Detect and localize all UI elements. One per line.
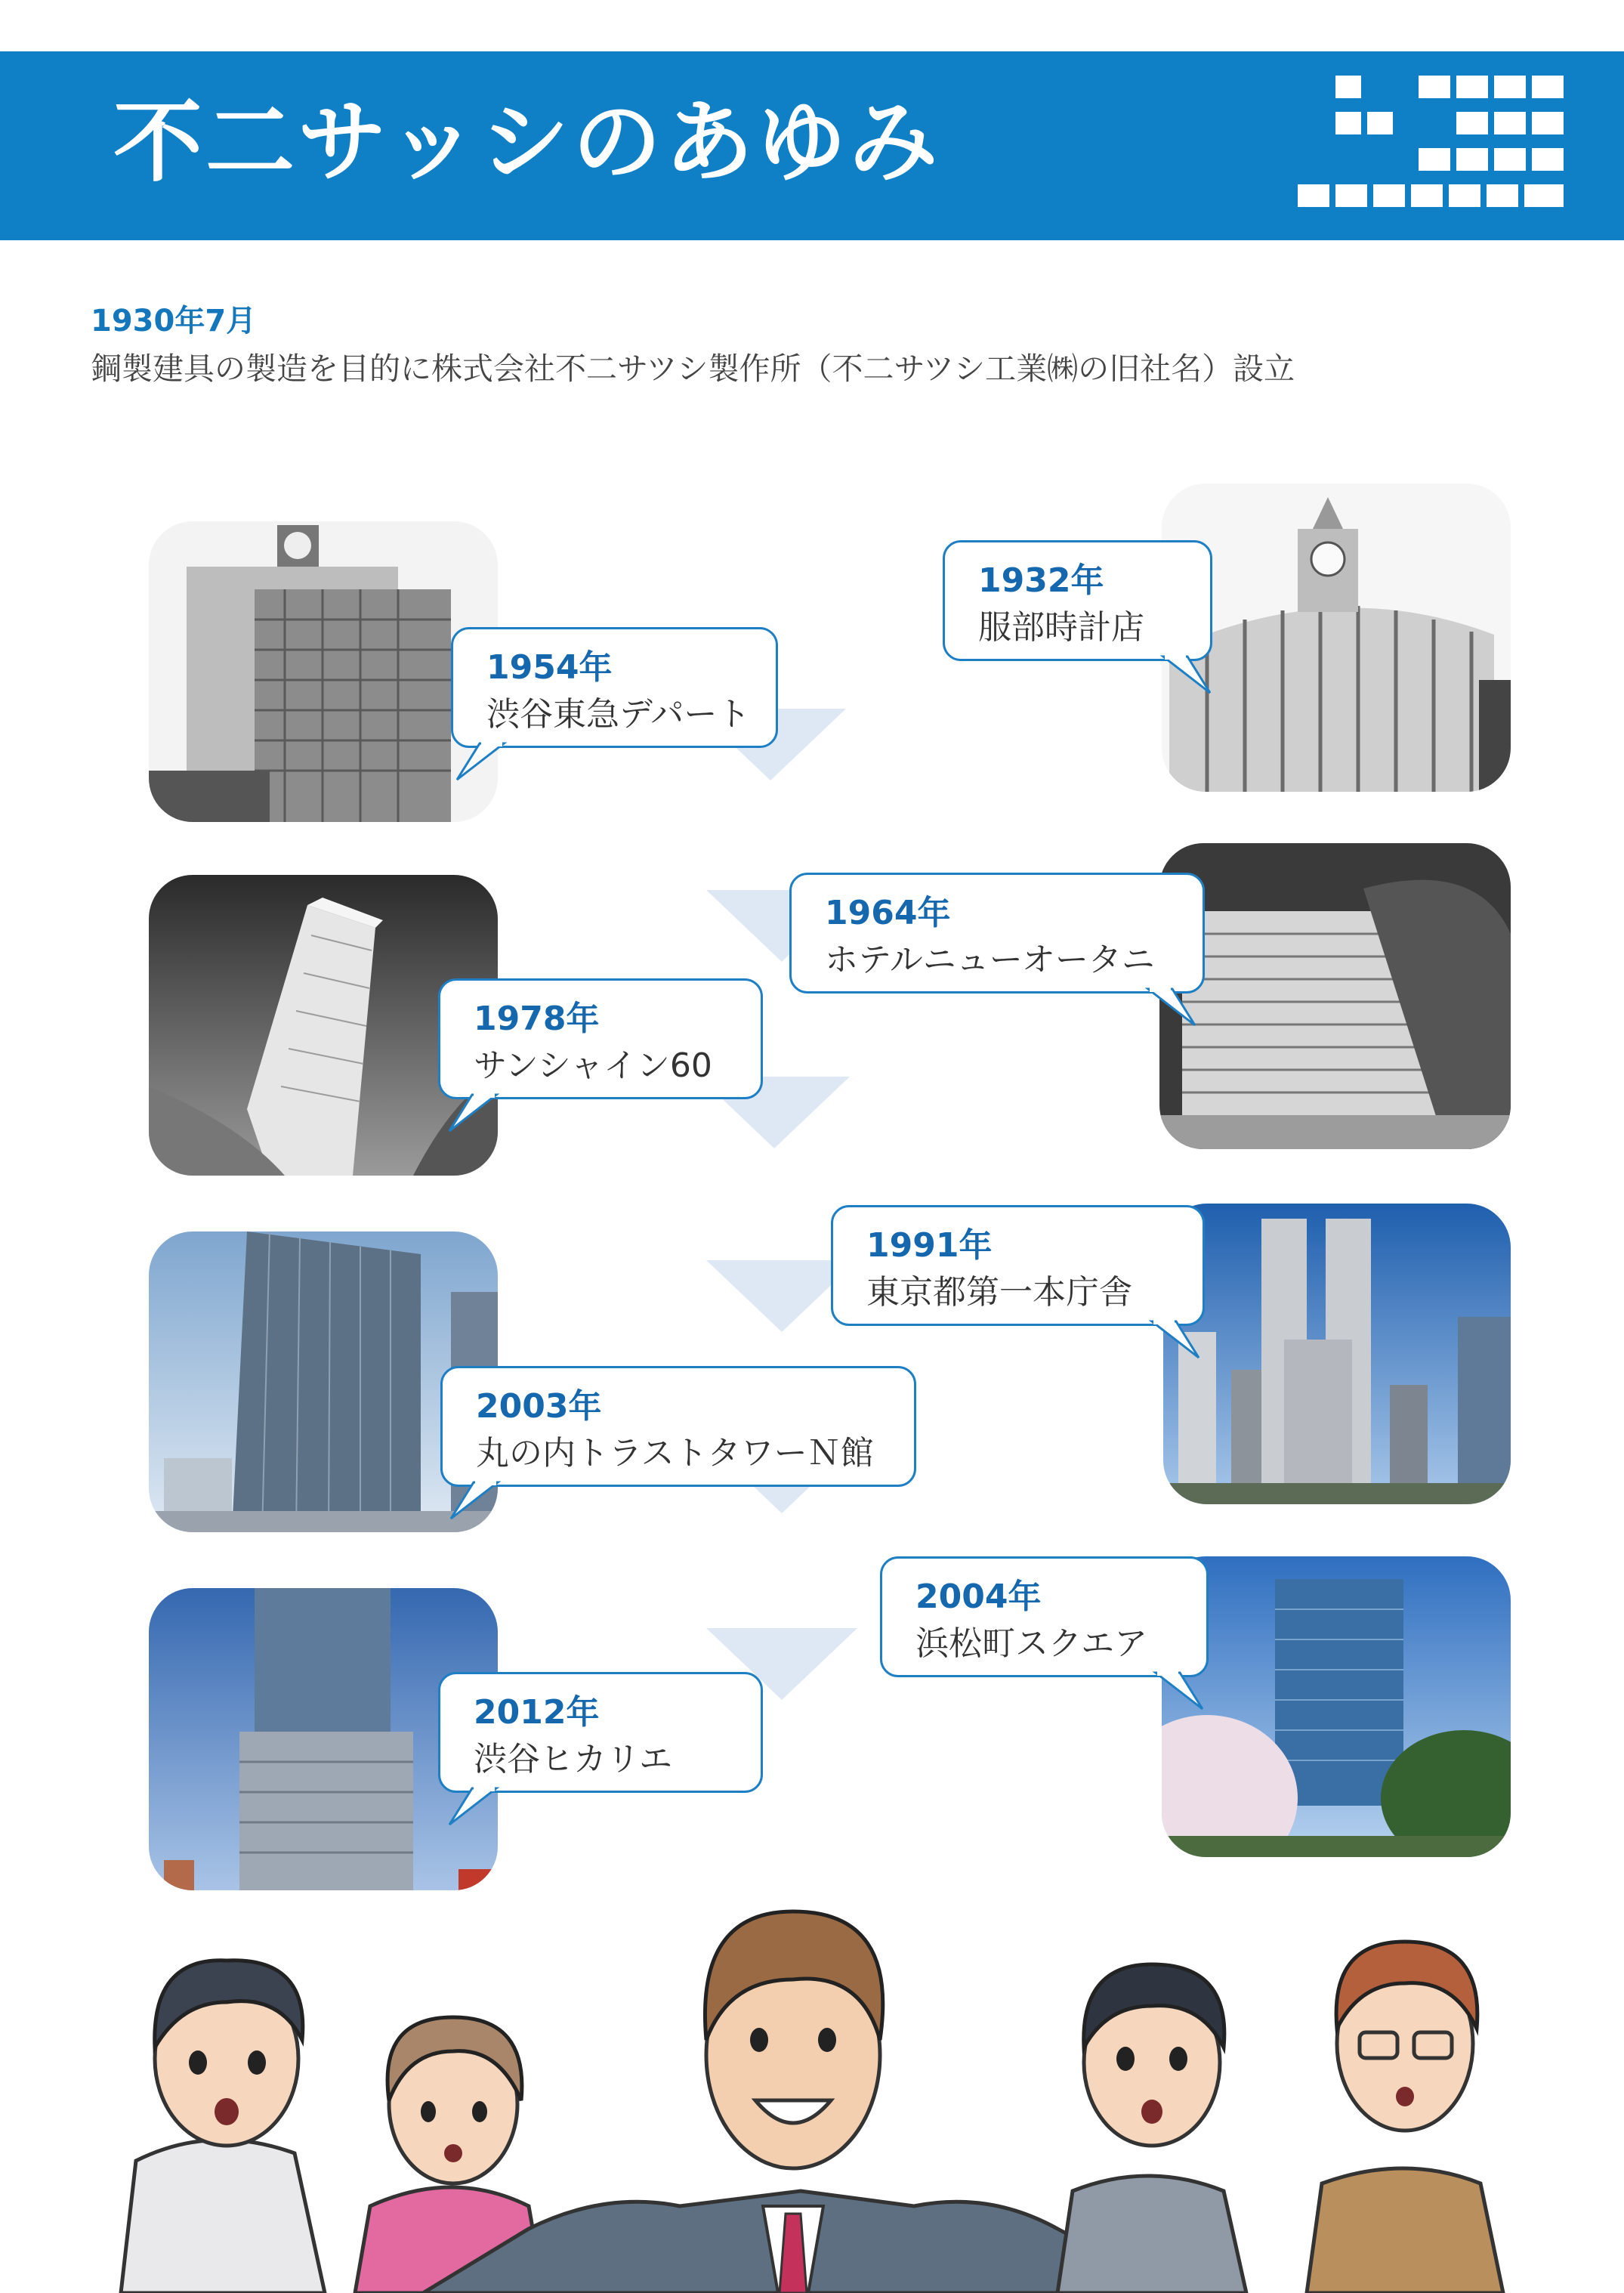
- timeline-year: 1932年: [978, 561, 1104, 600]
- speech-tail-icon: [1148, 989, 1193, 1027]
- timeline-building-name: 渋谷ヒカリエ: [474, 1740, 673, 1778]
- speech-tail-icon: [457, 743, 502, 781]
- timeline-bubble-1932: [943, 540, 1212, 661]
- speech-tail-icon: [449, 1095, 495, 1133]
- timeline-bubble-1964: [789, 873, 1205, 994]
- speech-tail-icon: [449, 1788, 495, 1826]
- page-title: 不二サッシのあゆみ: [113, 90, 941, 194]
- speech-tail-icon: [1163, 657, 1209, 694]
- timeline-year: 1964年: [825, 894, 951, 932]
- founding-date: 1930年7月: [91, 304, 257, 338]
- photo-hamamatsucho-square: [1162, 1556, 1511, 1857]
- people-illustration: [0, 1874, 1624, 2293]
- timeline-building-name: 東京都第一本庁舎: [866, 1273, 1132, 1312]
- founding-description: 鋼製建具の製造を目的に株式会社不二サツシ製作所（不二サツシ工業㈱の旧社名）設立: [91, 351, 1295, 387]
- timeline-building-name: 服部時計店: [978, 608, 1144, 647]
- photo-hotel-new-otani: [1159, 843, 1511, 1149]
- timeline-building-name: 渋谷東急デパート: [486, 695, 751, 734]
- timeline-bubble-1954: [451, 627, 778, 748]
- timeline-bubble-1991: [831, 1205, 1205, 1326]
- speech-tail-icon: [1156, 1673, 1201, 1710]
- speech-tail-icon: [1152, 1321, 1197, 1359]
- photo-hattori-tokeiten: [1162, 484, 1511, 792]
- person-illustration-1: [121, 1961, 325, 2293]
- timeline-year: 2004年: [915, 1578, 1042, 1616]
- page-header: [0, 51, 1624, 240]
- timeline-year: 1954年: [486, 648, 613, 687]
- timeline-building-name: 浜松町スクエア: [915, 1624, 1148, 1663]
- person-illustration-4: [1057, 1964, 1246, 2293]
- speech-tail-icon: [451, 1482, 496, 1520]
- timeline-year: 2012年: [474, 1693, 600, 1732]
- company-logo-icon: [1295, 73, 1574, 216]
- timeline-year: 1978年: [474, 1000, 600, 1038]
- photo-tokyo-metropolitan-building: [1163, 1204, 1511, 1504]
- photo-shibuya-tokyu: [149, 521, 498, 822]
- timeline-bubble-2003: [440, 1366, 916, 1487]
- timeline-building-name: サンシャイン60: [474, 1046, 712, 1085]
- timeline-bubble-2012: [438, 1672, 763, 1793]
- timeline-building-name: 丸の内トラストタワーＮ館: [476, 1434, 874, 1473]
- timeline-bubble-2004: [880, 1556, 1209, 1677]
- timeline-bubble-1978: [438, 978, 763, 1099]
- person-illustration-5: [1307, 1942, 1503, 2293]
- timeline-building-name: ホテルニューオータニ: [825, 941, 1155, 979]
- timeline-year: 2003年: [476, 1387, 602, 1426]
- timeline-year: 1991年: [866, 1226, 993, 1265]
